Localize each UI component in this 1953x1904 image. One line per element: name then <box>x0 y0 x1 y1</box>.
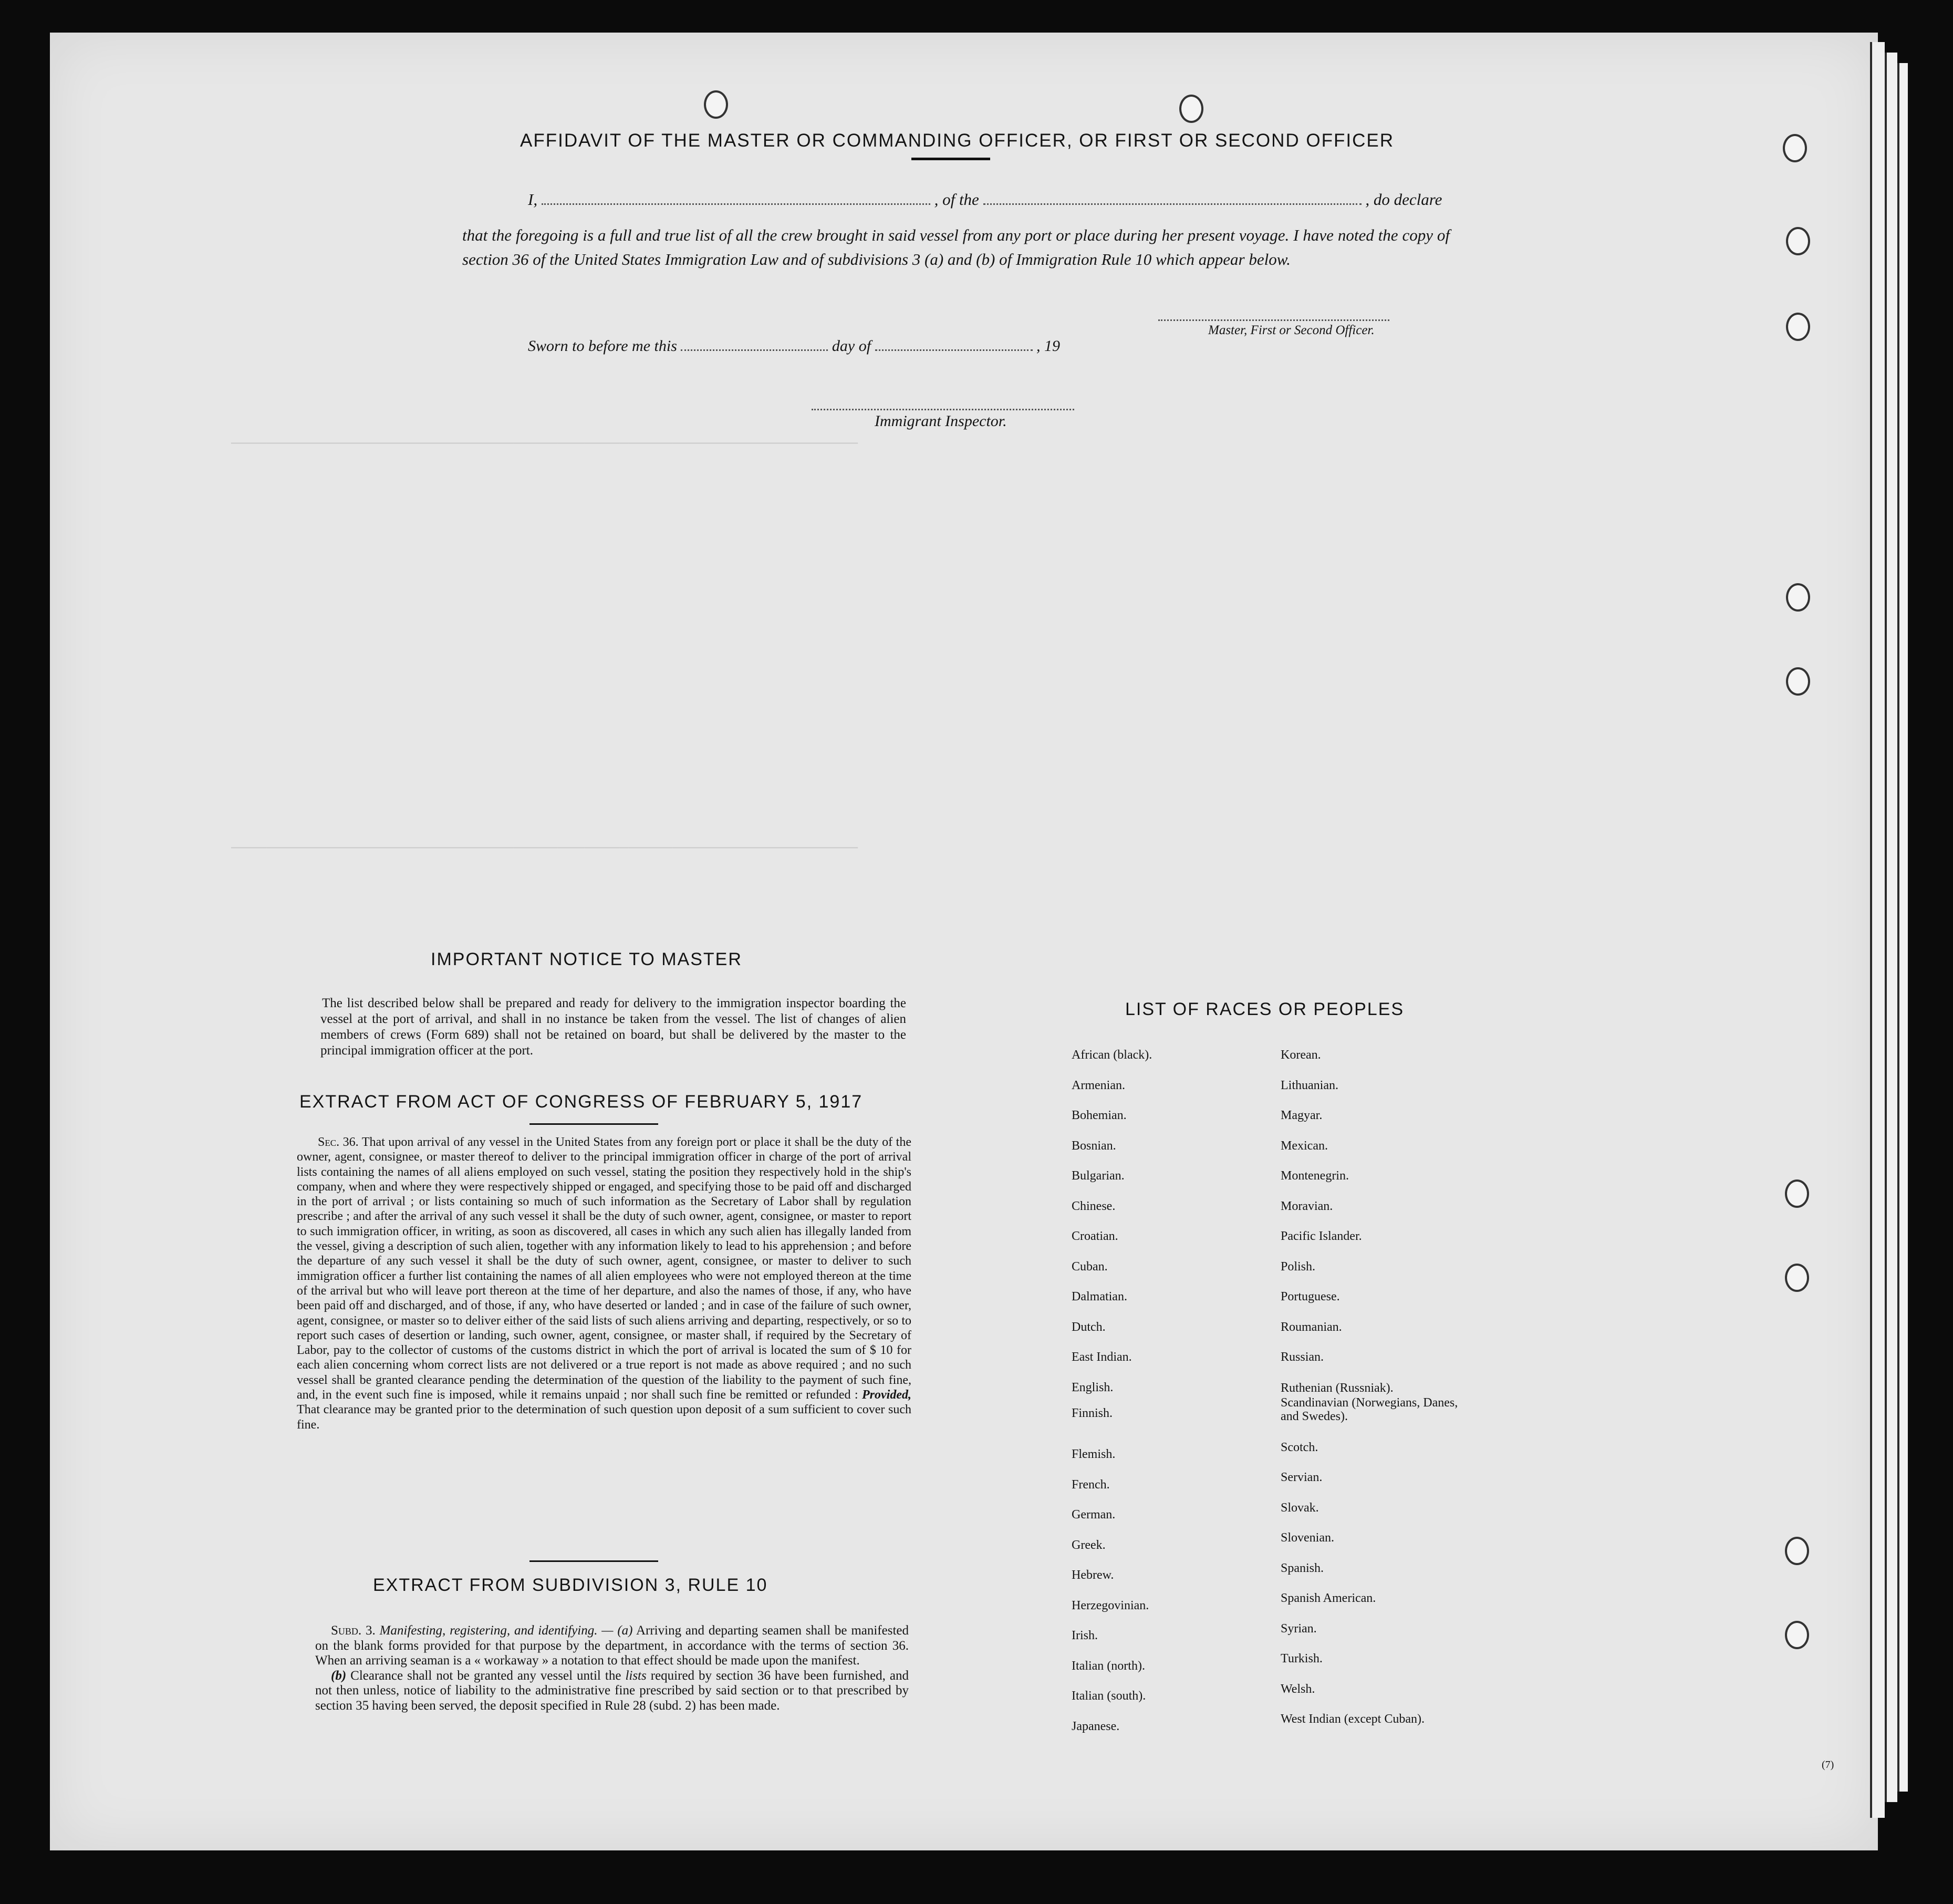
extract-act-text-end: That clearance may be granted prior to the determination of such question upon deposit of a sum sufficient to cover such fine. <box>297 1403 911 1432</box>
notice-text: The list described below shall be prepared and ready for delivery to the immigration inspector boarding the vessel at the port of arrival, and shall in no instance be taken from the vessel. The list of changes of alien members of crews (Form 689) shall not be retained on board, but shall be delivered by the master to the principal immigration officer at the port. <box>320 996 906 1058</box>
vessel-name-blank[interactable] <box>983 203 1362 205</box>
page-edge <box>1885 53 1897 1802</box>
race-item: Portuguese. <box>1281 1290 1340 1303</box>
sworn-label: Sworn to before me this <box>528 337 677 355</box>
extract-rule-heading: EXTRACT FROM SUBDIVISION 3, RULE 10 <box>373 1575 768 1595</box>
notice-body <box>320 996 906 1059</box>
year-label: , 19 <box>1036 337 1061 355</box>
extract-act-body <box>297 1135 911 1432</box>
race-item: Italian (south). <box>1072 1689 1146 1703</box>
race-item: Moravian. <box>1281 1199 1333 1213</box>
notice-heading: IMPORTANT NOTICE TO MASTER <box>431 949 742 969</box>
sec-label: Sec. 36. <box>318 1135 359 1149</box>
binder-hole-icon <box>1786 583 1810 612</box>
race-item: Russian. <box>1281 1350 1324 1364</box>
race-item: Bohemian. <box>1072 1109 1127 1122</box>
race-item: Korean. <box>1281 1048 1321 1062</box>
race-item: German. <box>1072 1508 1116 1522</box>
binder-hole-icon <box>1785 1537 1809 1565</box>
race-item: Polish. <box>1281 1259 1316 1274</box>
race-item: Flemish. <box>1072 1447 1116 1461</box>
races-right-column <box>1281 1040 1459 1735</box>
race-item: Greek. <box>1072 1538 1106 1552</box>
race-item: Mexican. <box>1281 1139 1328 1153</box>
race-item: Japanese. <box>1072 1719 1120 1733</box>
part-b-text-end: required by section 36 have been furnished, and not then unless, notice of liability to the administrative fine prescribed by said section or to that prescribed by section 35 having been served, the deposit specified in Rule 28 (subd. 2) has been made. <box>315 1668 909 1713</box>
race-item: Ruthenian (Russniak). <box>1281 1381 1394 1395</box>
race-item: Welsh. <box>1281 1682 1315 1696</box>
sworn-day-blank[interactable] <box>681 349 828 351</box>
binder-hole-icon <box>1179 95 1203 123</box>
binder-hole-icon <box>1785 1179 1809 1208</box>
page-mark: (7) <box>1822 1759 1834 1771</box>
race-item: Pacific Islander. <box>1281 1229 1362 1243</box>
master-signature-label: Master, First or Second Officer. <box>1208 323 1375 337</box>
affidavit-declare-label: , do declare <box>1365 190 1442 209</box>
race-item: Slovak. <box>1281 1501 1319 1515</box>
affidavit-heading: AFFIDAVIT OF THE MASTER OR COMMANDING OFFICER, OR FIRST OR SECOND OFFICER <box>520 130 1395 151</box>
officer-name-blank[interactable] <box>542 203 930 205</box>
document-page <box>50 33 1878 1850</box>
affidavit-name-line <box>528 190 1442 209</box>
race-item: West Indian (except Cuban). <box>1281 1712 1425 1726</box>
race-item: Cuban. <box>1072 1259 1108 1274</box>
sworn-line <box>528 337 1060 355</box>
race-item: Magyar. <box>1281 1109 1323 1122</box>
race-item: Finnish. <box>1072 1406 1113 1420</box>
section-rule <box>529 1123 658 1125</box>
affidavit-i-label: I, <box>528 190 538 209</box>
page-edge <box>1897 63 1908 1792</box>
inspector-signature-blank[interactable] <box>812 409 1074 412</box>
part-b-label: (b) <box>331 1668 347 1683</box>
race-item: Dalmatian. <box>1072 1290 1127 1303</box>
bleed-through-text: ─────────────────────────────────────────────────────────────────────── <box>231 436 858 452</box>
part-a-label: — (a) <box>601 1623 633 1638</box>
subd-title: Manifesting, registering, and identifying. <box>379 1623 598 1638</box>
affidavit-of-the-label: , of the <box>934 190 979 209</box>
part-b-text: Clearance shall not be granted any vessel until the <box>350 1668 621 1683</box>
master-signature-blank[interactable] <box>1158 319 1389 323</box>
provided-label: Provided, <box>862 1388 911 1402</box>
bleed-through-text: ─────────────────────────────────────────────────────────────────────── <box>231 841 858 857</box>
page-edge <box>1870 42 1885 1818</box>
race-item: Syrian. <box>1281 1621 1317 1636</box>
extract-rule-body <box>315 1623 909 1713</box>
binder-hole-icon <box>1785 1621 1809 1649</box>
race-item: Croatian. <box>1072 1229 1118 1243</box>
race-item: Herzegovinian. <box>1072 1598 1149 1612</box>
race-item: Bosnian. <box>1072 1139 1116 1153</box>
race-item: Slovenian. <box>1281 1531 1334 1545</box>
binder-hole-icon <box>1783 134 1807 162</box>
inspector-label: Immigrant Inspector. <box>875 412 1007 430</box>
race-item: Turkish. <box>1281 1652 1323 1665</box>
race-item: Lithuanian. <box>1281 1078 1338 1092</box>
section-rule <box>529 1560 658 1562</box>
race-item: French. <box>1072 1477 1110 1492</box>
heading-rule <box>911 158 990 160</box>
race-item: Servian. <box>1281 1471 1323 1484</box>
race-item: Hebrew. <box>1072 1568 1114 1582</box>
extract-act-text: That upon arrival of any vessel in the United States from any foreign port or place it shall be the duty of the owner, agent, consignee, or master thereof to deliver to the principal immigration officer in charge of the port of arrival lists containing the names of all aliens employed on such vessel, stating the position they respectively hold in the ship's company, when and where they were respectively shipped or engaged, and specifying those to be paid off and discharged in the port of arrival ; or lists containing so much of such information as the Secretary of Labor shall by regulation prescribe ; and after the arrival of any such vessel it shall be the duty of such owner, agent, consignee, or master to report to such immigration officer, in writing, as soon as discovered, all cases in which any such alien has illegally landed from the vessel, giving a description of such alien, together with any information likely to lead to his apprehension ; and before the departure of any such vessel it shall be the duty of such owner, agent, consignee, or master to deliver to such immigration officer a further list containing the names of all alien employees who were not employed thereon at the time of the arrival but who will leave port thereon at the time of her departure, and also the names of those, if any, who have been paid off and discharged, and of those, if any, who have deserted or landed ; and in case of the failure of such owner, agent, consignee, or master so to deliver either of the said lists of such aliens arriving and departing, respectively, or so to report such cases of desertion or landing, such owner, agent, consignee, or master shall, if required by the Secretary of Labor, pay to the collector of customs of the customs district in which the port of arrival is located the sum of $ 10 for each alien concerning whom correct lists are not delivered or a true report is not made as above required ; and no such vessel shall be granted clearance pending the determination of the question of the liability to the payment of such fine, and, in the event such fine is imposed, while it remains unpaid ; nor shall such fine be remitted or refunded : <box>297 1135 911 1402</box>
race-item: African (black). <box>1072 1048 1152 1062</box>
affidavit-text: that the foregoing is a full and true list of all the crew brought in said vessel from any port or place during her present voyage. I have noted the copy of section 36 of the United States Immigration Law and of subdivisions 3 (a) and (b) of Immigration Rule 10 which appear below. <box>462 226 1450 268</box>
race-item: Dutch. <box>1072 1320 1106 1334</box>
race-item: Italian (north). <box>1072 1659 1145 1673</box>
race-item: Spanish. <box>1281 1561 1324 1575</box>
part-b-lists: lists <box>625 1668 647 1683</box>
race-item: Bulgarian. <box>1072 1169 1125 1183</box>
sworn-month-blank[interactable] <box>875 349 1033 351</box>
race-item: Montenegrin. <box>1281 1169 1349 1183</box>
race-item: Spanish American. <box>1281 1591 1376 1605</box>
race-item: Scotch. <box>1281 1440 1318 1454</box>
extract-act-heading: EXTRACT FROM ACT OF CONGRESS OF FEBRUARY 5, 1917 <box>299 1092 863 1112</box>
races-heading: LIST OF RACES OR PEOPLES <box>1125 999 1405 1019</box>
race-item: East Indian. <box>1072 1350 1132 1364</box>
race-item: Armenian. <box>1072 1078 1125 1092</box>
subd-label: Subd. 3. <box>331 1623 376 1638</box>
part-a-text: Arriving and departing seamen shall be manifested on the blank forms provided for that purpose by the department, in accordance with the terms of section 36. When an arriving seaman is a « workaway » a notation to that effect should be made upon the manifest. <box>315 1623 909 1668</box>
binder-hole-icon <box>1786 227 1810 255</box>
race-item: Chinese. <box>1072 1199 1116 1213</box>
day-of-label: day of <box>832 337 871 355</box>
race-item: Irish. <box>1072 1629 1098 1642</box>
binder-hole-icon <box>704 90 728 119</box>
binder-hole-icon <box>1786 667 1810 696</box>
race-item: English. <box>1072 1380 1114 1394</box>
races-left-column <box>1072 1040 1152 1742</box>
race-item: Scandinavian (Norwegians, Danes, and Swedes). <box>1281 1395 1458 1423</box>
binder-hole-icon <box>1785 1264 1809 1292</box>
binder-hole-icon <box>1786 313 1810 341</box>
race-item: Roumanian. <box>1281 1320 1342 1334</box>
